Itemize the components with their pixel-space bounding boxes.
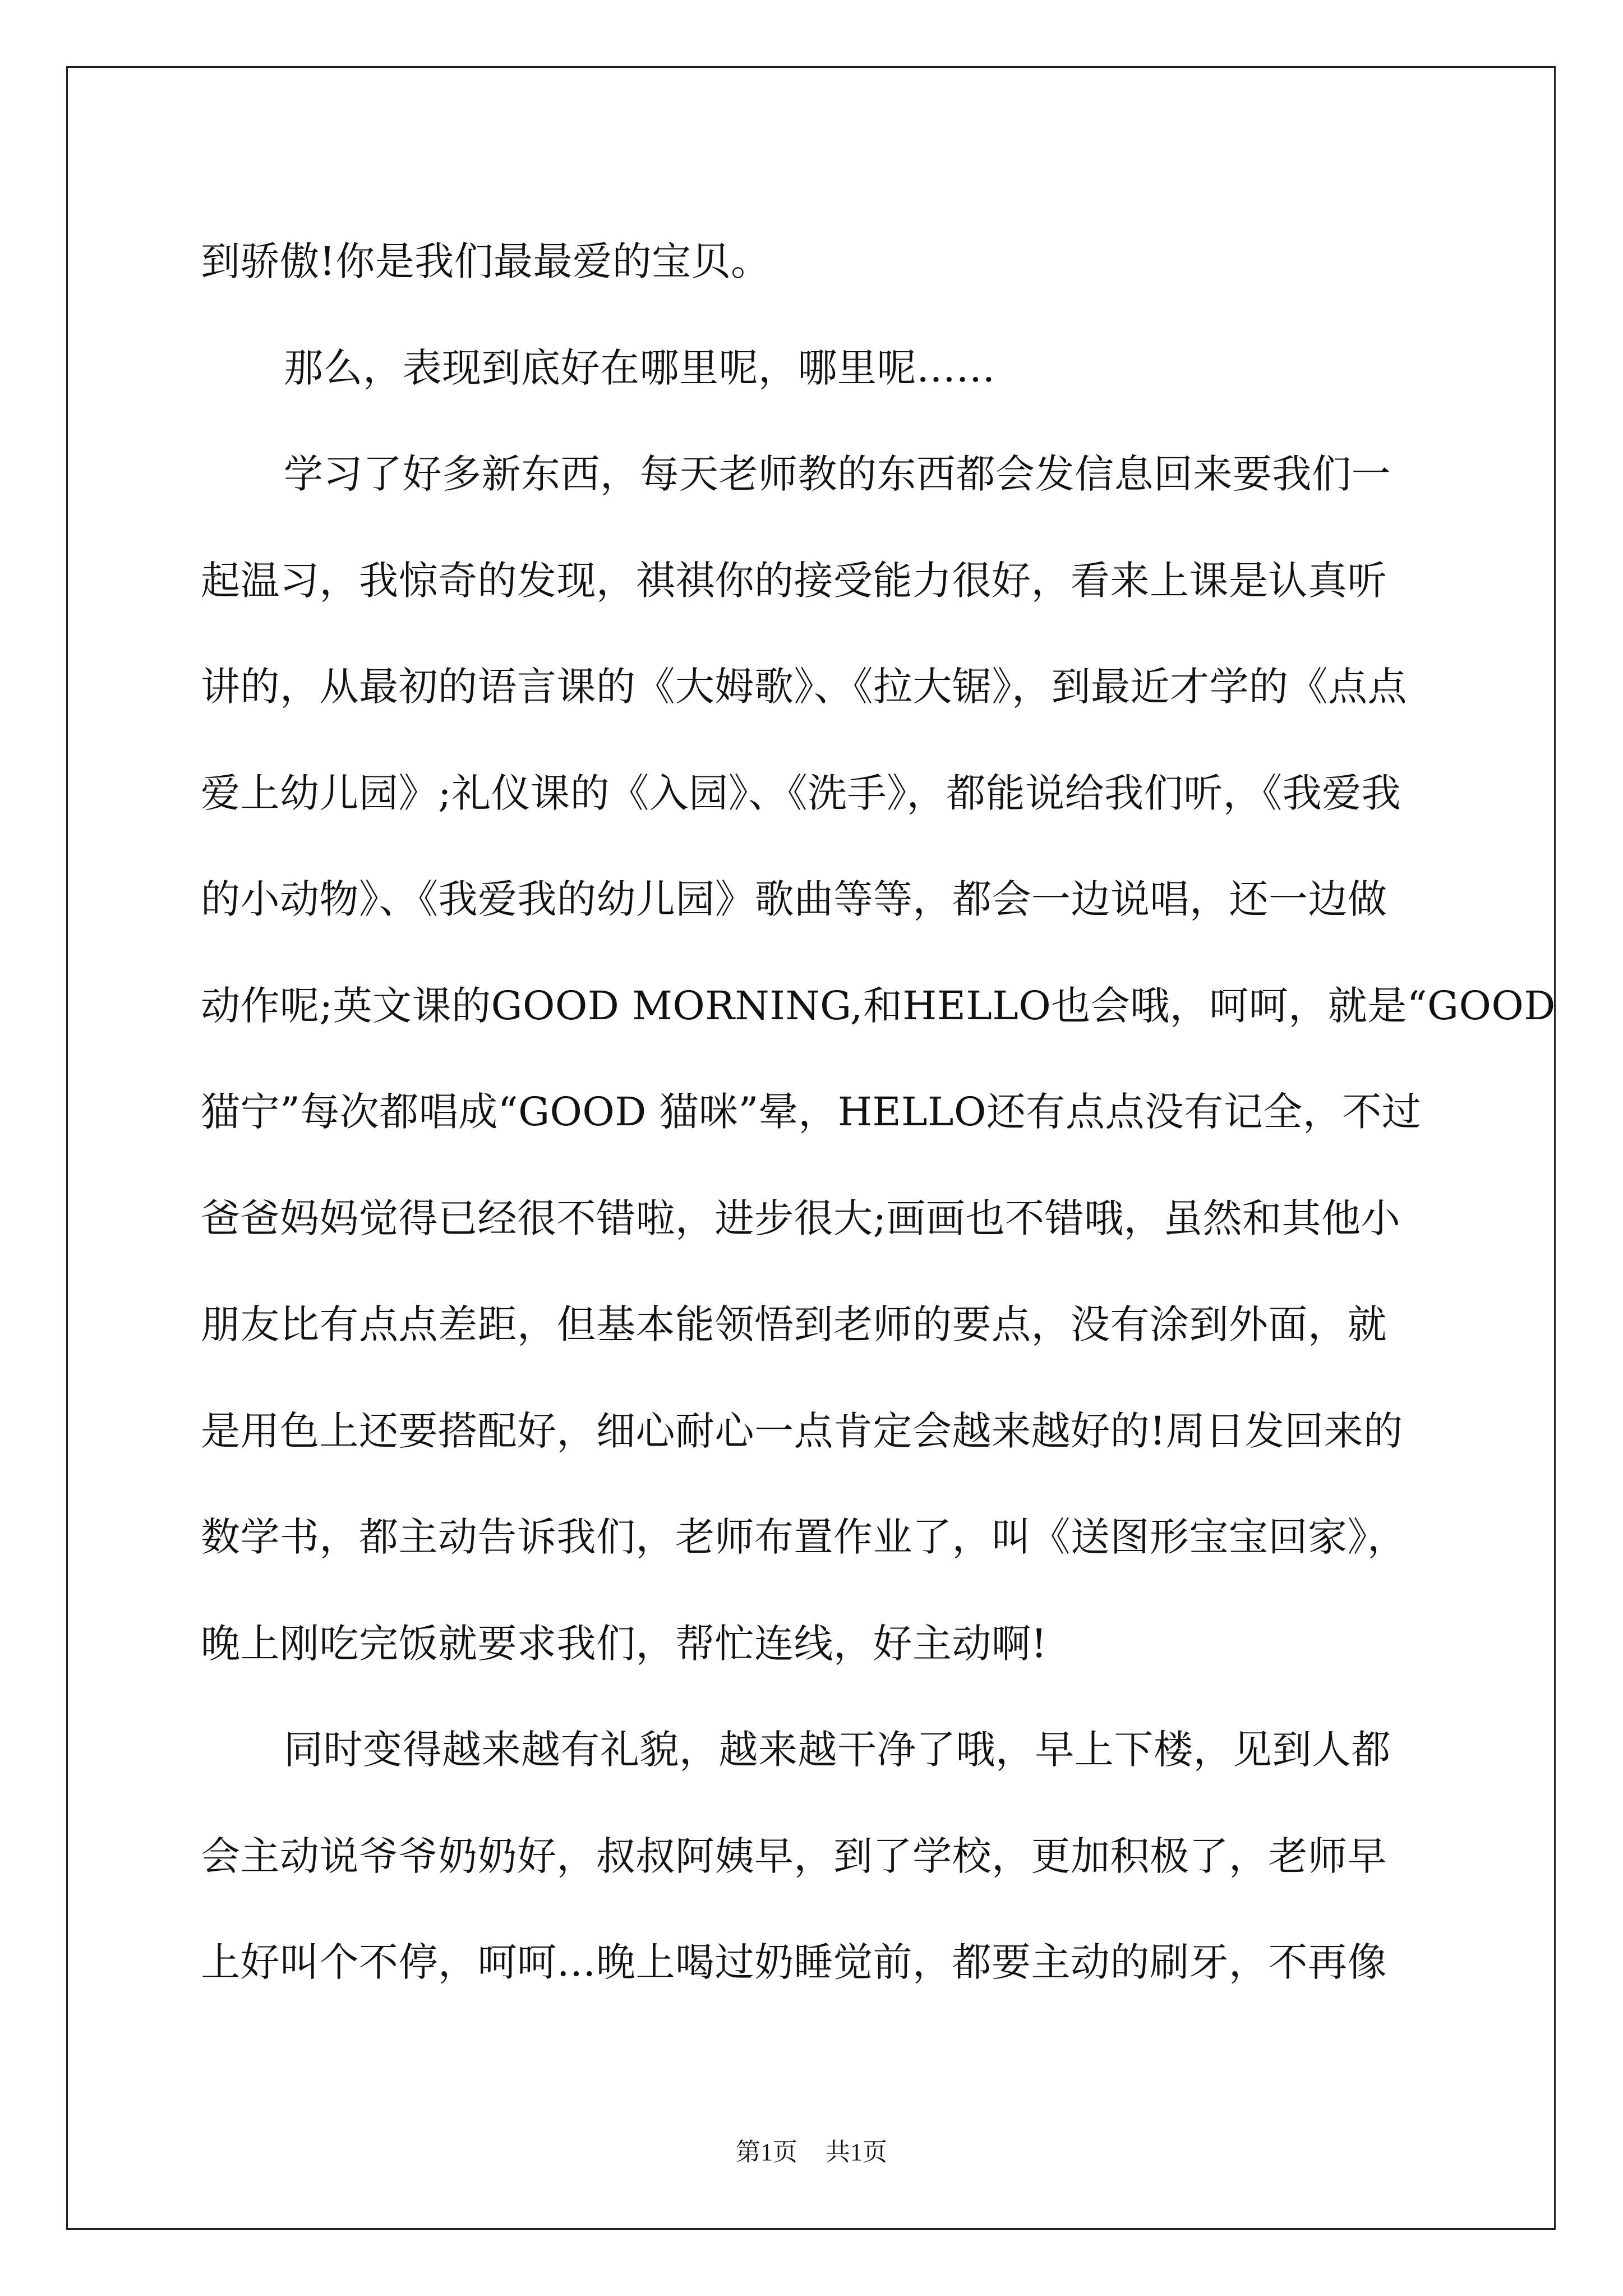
text-line: 晚上刚吃完饭就要求我们，帮忙连线，好主动啊! — [201, 1620, 1048, 1667]
text-line: 爱上幼儿园》;礼仪课的《入园》、《洗手》，都能说给我们听，《我爱我 — [201, 770, 1401, 816]
text-line: 同时变得越来越有礼貌，越来越干净了哦，早上下楼，见到人都 — [284, 1727, 1391, 1773]
text-line: 到骄傲!你是我们最最爱的宝贝。 — [201, 238, 771, 284]
text-line: 学习了好多新东西，每天老师教的东西都会发信息回来要我们一 — [284, 451, 1391, 497]
text-line: 会主动说爷爷奶奶好，叔叔阿姨早，到了学校，更加积极了，老师早 — [201, 1833, 1387, 1879]
text-line: 爸爸妈妈觉得已经很不错啦，进步很大;画画也不错哦，虽然和其他小 — [201, 1195, 1401, 1241]
page-footer — [0, 2132, 1623, 2168]
document-body — [201, 209, 1556, 2016]
text-line: 是用色上还要搭配好，细心耐心一点肯定会越来越好的!周日发回来的 — [201, 1407, 1403, 1454]
page-number: 第1页 — [736, 2138, 797, 2166]
text-line: 起温习，我惊奇的发现，祺祺你的接受能力很好，看来上课是认真听 — [201, 557, 1387, 604]
text-line: 讲的，从最初的语言课的《大姆歌》、《拉大锯》，到最近才学的《点点 — [201, 664, 1407, 710]
text-line: 朋友比有点点差距，但基本能领悟到老师的要点，没有涂到外面，就 — [201, 1301, 1387, 1347]
text-line: 猫宁”每次都唱成“GOOD 猫咪”晕，HELLO还有点点没有记全，不过 — [201, 1089, 1422, 1135]
text-line: 数学书，都主动告诉我们，老师布置作业了，叫《送图形宝宝回家》， — [201, 1514, 1407, 1560]
text-line: 上好叫个不停，呵呵…晚上喝过奶睡觉前，都要主动的刷牙，不再像 — [201, 1939, 1387, 1985]
text-line: 动作呢;英文课的GOOD MORNING,和HELLO也会哦，呵呵，就是“GOOD — [201, 982, 1556, 1029]
text-line: 那么，表现到底好在哪里呢，哪里呢…… — [284, 344, 995, 391]
page-total: 共1页 — [826, 2138, 887, 2166]
text-line: 的小动物》、《我爱我的幼儿园》歌曲等等，都会一边说唱，还一边做 — [201, 876, 1387, 922]
